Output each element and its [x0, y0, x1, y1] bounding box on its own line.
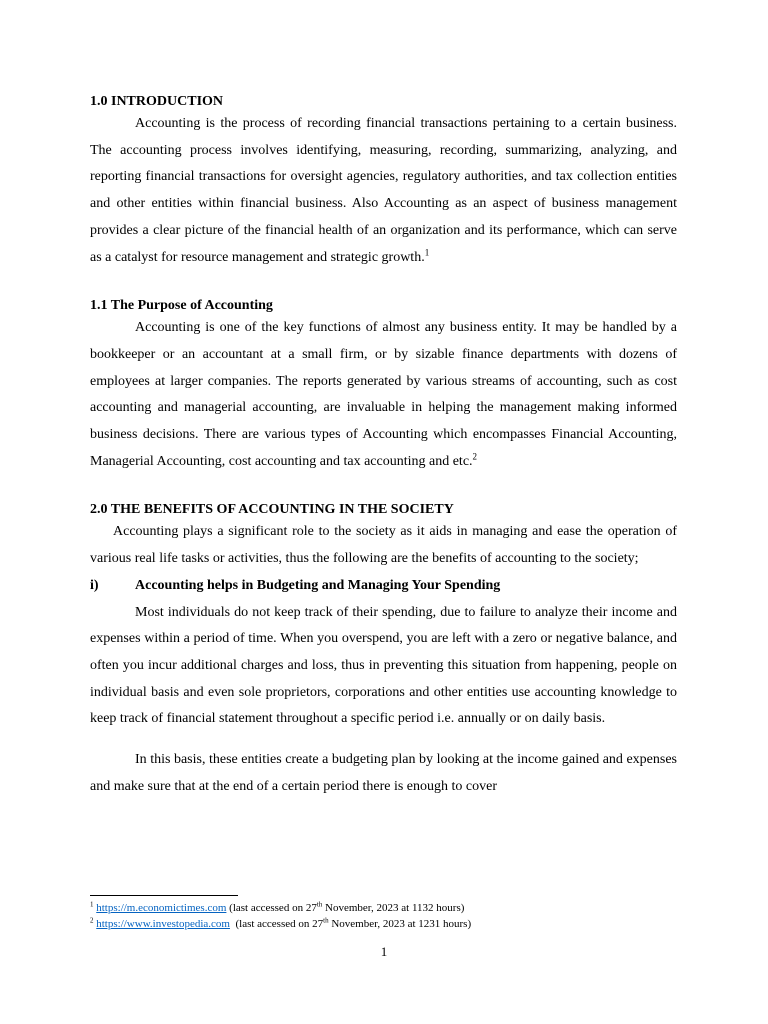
footnote-link-2[interactable]: https://www.investopedia.com	[96, 918, 230, 930]
purpose-body: Accounting is one of the key functions of almost any business entity. It may be handled by a bookkeeper or an accountant at a small firm, or by sizable finance departments with dozens of employees at larger companies. The reports generated by various streams of accounting, such as cost accounting and managerial accounting, are invaluable in helping the management making informed business decisions. There are various types of Accounting which encompasses Financial Accounting, Managerial Accounting, cost accounting and tax accounting and etc.	[90, 320, 677, 469]
list-item-paragraph-2: In this basis, these entities create a budgeting plan by looking at the income gained and expenses and make sure that at the end of a certain period there is enough to cover	[90, 752, 677, 794]
list-item-heading	[90, 573, 677, 600]
footnote-divider	[90, 895, 238, 896]
footnote-link-1[interactable]: https://m.economictimes.com	[96, 902, 227, 914]
footnote-2: $^2$ https://www.investopedia.com (last accessed on 27th November, 2023 at 1231 hours)	[90, 916, 472, 930]
list-item-number: i)	[90, 577, 99, 593]
intro-heading: 1.0 INTRODUCTION	[90, 94, 224, 109]
list-item-paragraph-1: Most individuals do not keep track of their spending, due to failure to analyze their income and expenses within a period of time. When you overspend, you are left with a zero or negative balance, and often you incur additional charges and loss, thus in preventing this situation from happening, people on individual basis and even sole proprietors, corporations and other entities use accounting knowledge to keep track of financial statement throughout a specific period i.e. annually or on daily basis.	[90, 604, 677, 727]
benefits-heading: 2.0 THE BENEFITS OF ACCOUNTING IN THE SOCIETY	[90, 502, 454, 518]
document-body	[90, 93, 677, 800]
benefits-paragraph: Accounting plays a significant role to the society as it aids in managing and ease the operation of various real life tasks or activities, thus the following are the benefits of accounting to the society;	[90, 524, 677, 567]
intro-paragraph	[90, 111, 677, 271]
purpose-heading: 1.1 The Purpose of Accounting	[90, 298, 273, 314]
intro-body: Accounting is the process of recording financial transactions pertaining to a certain business. The accounting process involves identifying, measuring, recording, summarizing, analyzing, and reporting financial transactions for oversight agencies, regulatory authorities, and tax collection entities and other entities within financial business. Also Accounting as an aspect of business management provides a clear picture of the financial health of an organization and its performance, which can serve as a catalyst for resource management and strategic growth.	[90, 116, 677, 265]
footnote-ref-1[interactable]: 1	[424, 246, 430, 257]
list-item-title: Accounting helps in Budgeting and Managing Your Spending	[135, 577, 501, 593]
footnotes	[90, 895, 677, 932]
footnote-1: $^1$ https://m.economictimes.com (last accessed on 27th November, 2023 at 1132 hours)	[90, 900, 465, 914]
footnote-ref-2[interactable]: 2	[472, 451, 478, 462]
purpose-paragraph	[90, 315, 677, 475]
page-number: 1	[380, 944, 388, 959]
